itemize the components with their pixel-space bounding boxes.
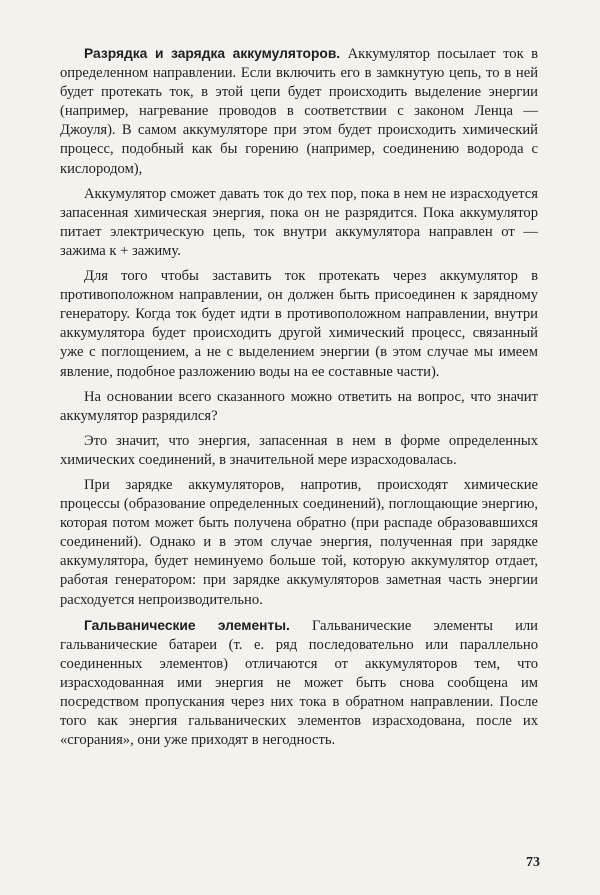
page-number: 73 — [526, 855, 540, 870]
paragraph-text: Гальванические элементы или гальванические батареи (т. е. ряд последовательно или параллельно соединенных элементов) отличаются от аккумуляторов тем, что израсходованная ими энергия не может быть снова сообщена им посредством пропускания через них тока в обратном направлении. После того как энергия гальванических элементов израсходована, после их «сгорания», они уже приходят в негодность. — [60, 617, 538, 749]
page-text — [60, 44, 538, 756]
paragraph-charging — [60, 476, 538, 610]
paragraph-text: Аккумулятор сможет давать ток до тех пор, пока в нем не израсходуется запасенная химическая энергия, пока он не разрядится. Пока аккумулятор питает электрическую цепь, ток внутри аккумулятора направлен от —зажима к + зажиму. — [60, 185, 538, 259]
paragraph-galvanic-cells — [60, 616, 538, 751]
paragraph-answer — [60, 432, 538, 470]
paragraph-battery-discharge-charge — [60, 44, 538, 179]
paragraph-text: Для того чтобы заставить ток протекать через аккумулятор в противоположном направлении, он должен быть присоединен к зарядному генератору. Когда ток будет идти в противоположном направлении, внутри аккумулятора будет происходить другой химический процесс, связанный уже с поглощением, а не с выделением энергии (в этом случае мы имеем явление, подобное разложению воды на ее составные части). — [60, 268, 538, 380]
section-heading-battery: Разрядка и зарядка аккумуляторов. — [84, 46, 341, 61]
paragraph-text: Это значит, что энергия, запасенная в нем в форме определенных химических соединений, в значительной мере израсходовалась. — [60, 432, 538, 468]
paragraph-text: Аккумулятор посылает ток в определенном направлении. Если включить его в замкнутую цепь, то в ней будет протекать ток, в этой цепи будет происходить выделение энергии (например, нагревание проводов в соответствии с законом Ленца — Джоуля). В самом аккумуляторе при этом будет происходить химический процесс, подобный как бы горению (например, соединению водорода с кислородом), — [60, 46, 538, 177]
section-heading-galvanic: Гальванические элементы. — [84, 617, 290, 633]
paragraph-text: При зарядке аккумуляторов, напротив, происходят химические процессы (образование определенных соединений), поглощающие энергию, которая потом может быть получена обратно (при распаде образовавшихся соединений). Однако и в этом случае энергия, полученная при зарядке аккумулятора, будет неминуемо больше той, которую аккумулятор отдает, работая генератором: при зарядке аккумуляторов заметная часть энергии расходуется непроизводительно. — [60, 476, 538, 608]
paragraph-reverse-current — [60, 267, 538, 382]
paragraph-battery-current — [60, 185, 538, 261]
paragraph-text: На основании всего сказанного можно ответить на вопрос, что значит аккумулятор разрядился? — [60, 388, 538, 424]
paragraph-question — [60, 388, 538, 426]
